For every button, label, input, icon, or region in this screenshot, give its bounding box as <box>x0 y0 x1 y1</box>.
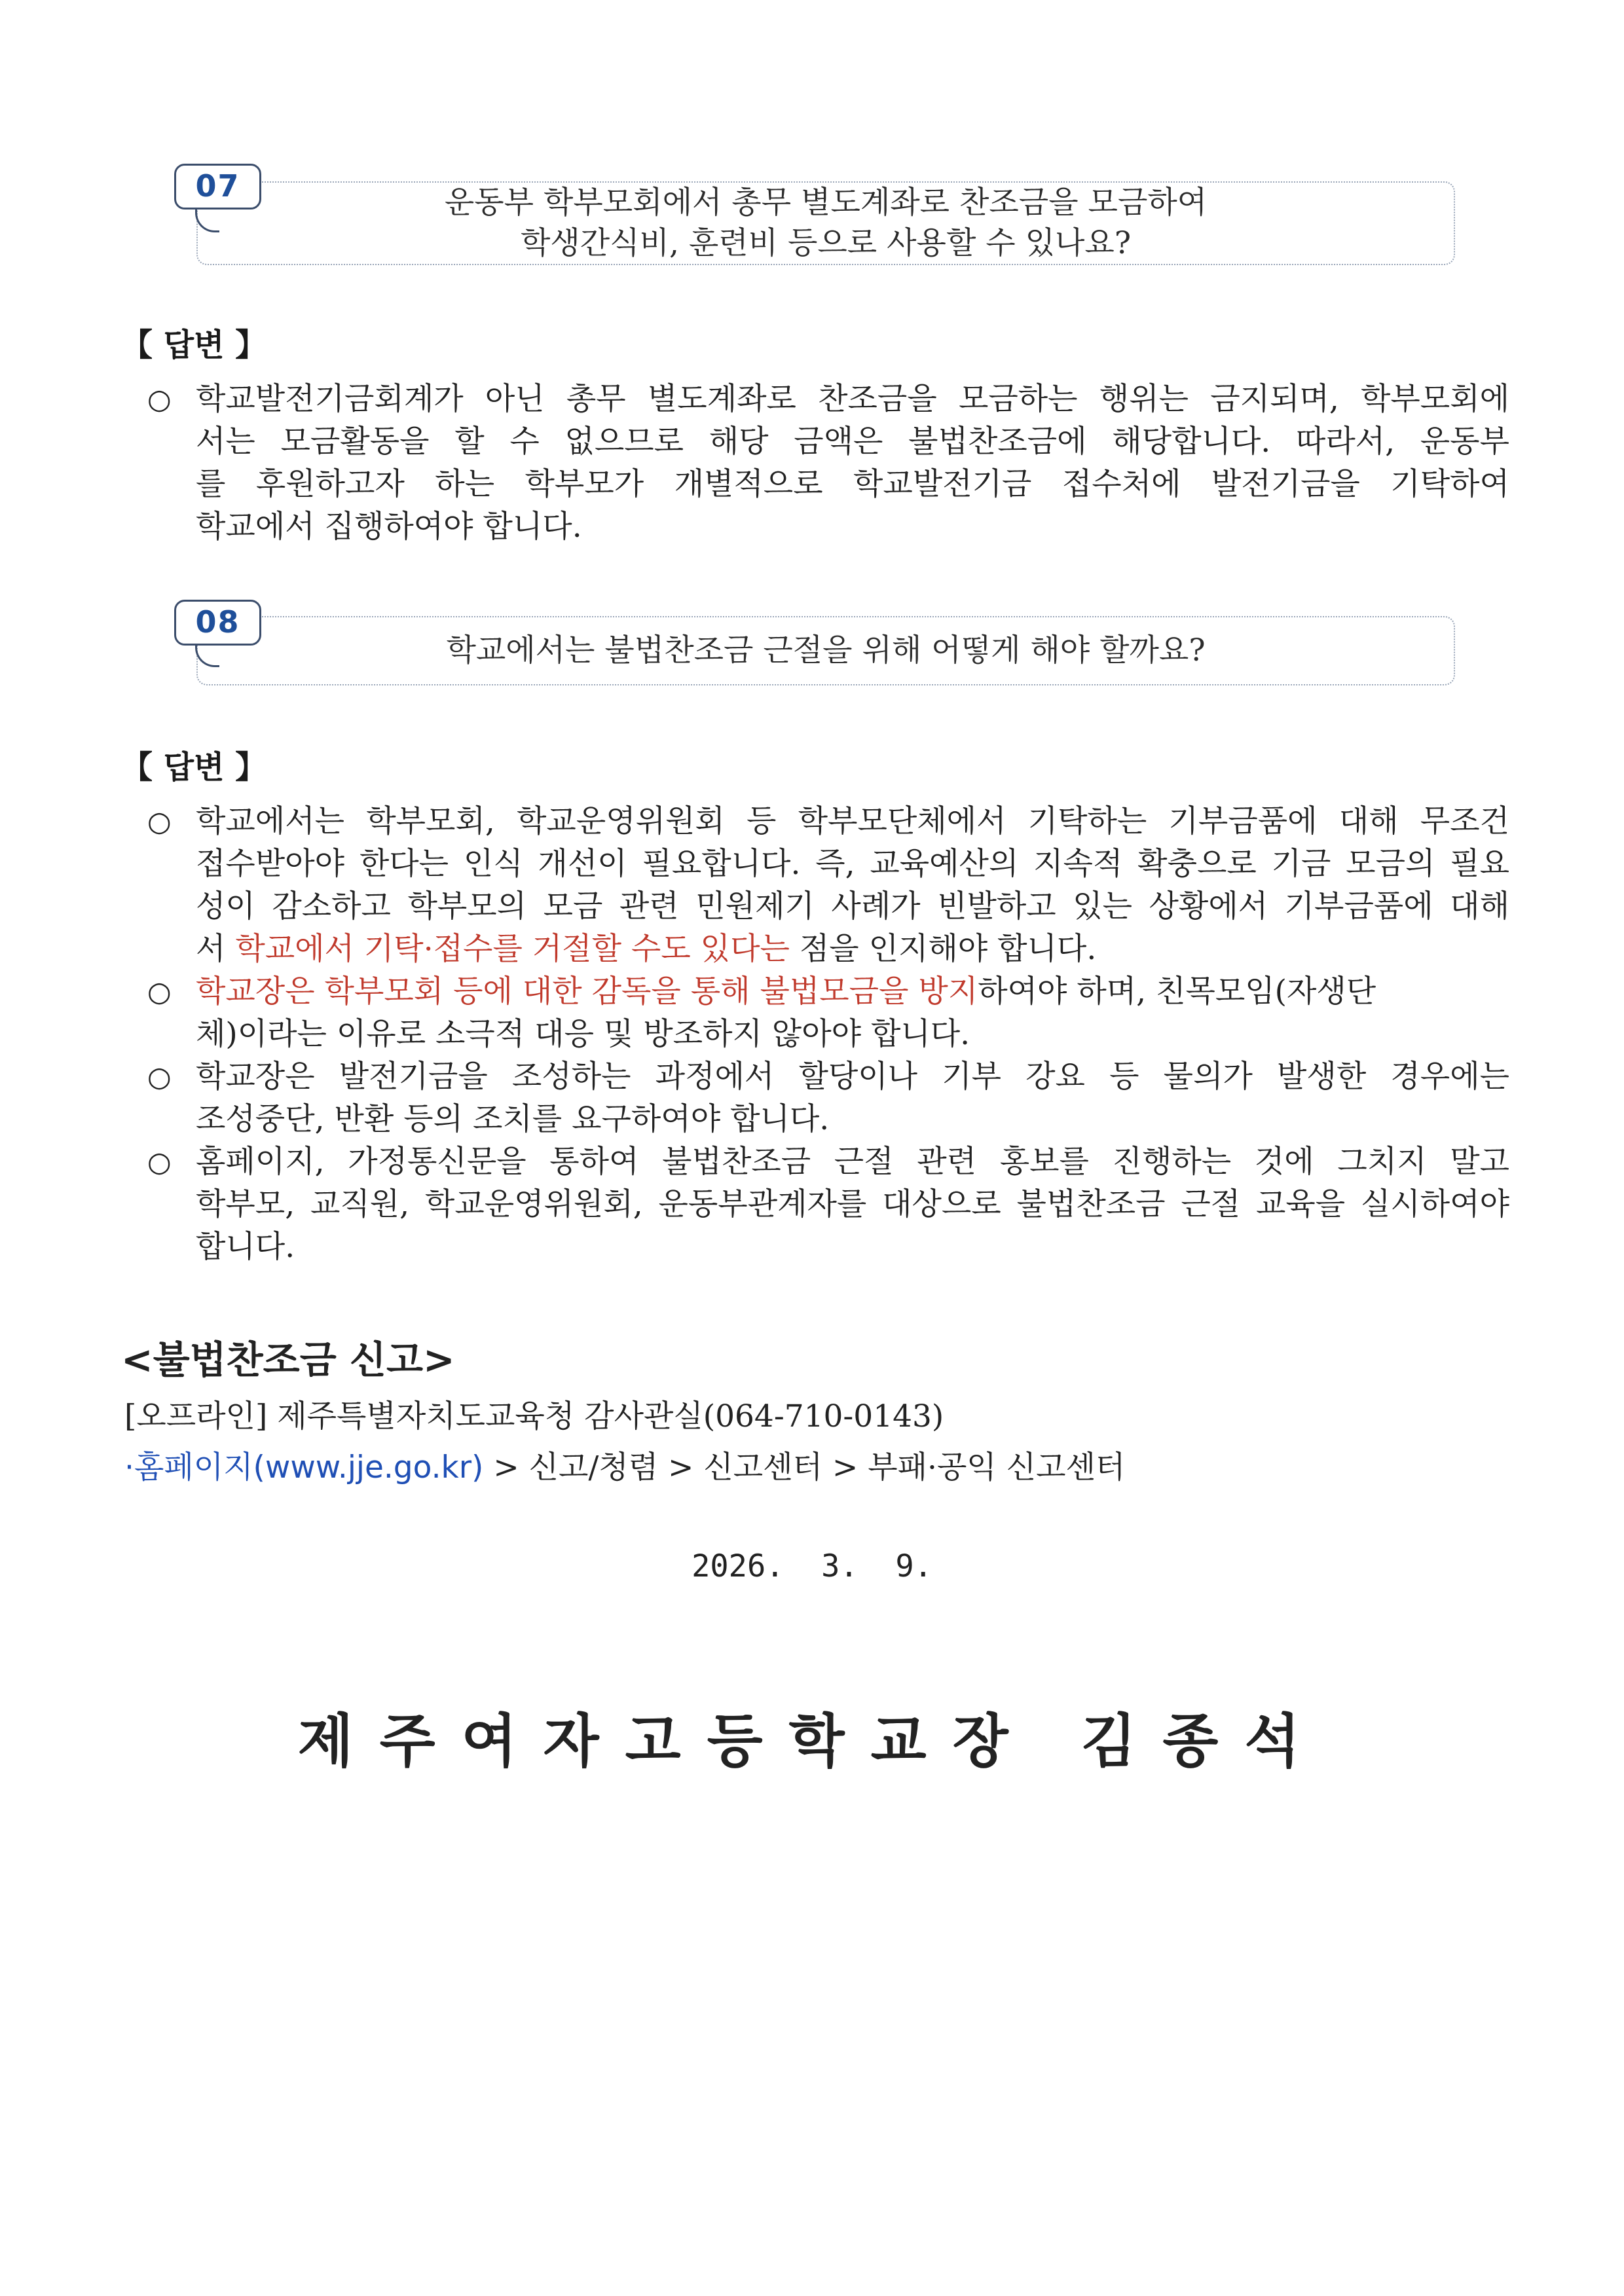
highlight-text: 학교장은 학부모회 등에 대한 감독을 통해 불법모금을 방지 <box>196 974 978 1010</box>
answer-heading: 【 답변 】 <box>121 327 267 363</box>
answer-line: 학교장은 발전기금을 조성하는 과정에서 할당이나 기부 강요 등 물의가 발생한 경우에는 <box>196 1059 1509 1095</box>
answer-item <box>147 800 1509 970</box>
answer-line: 를 후원하고자 하는 학부모가 개별적으로 학교발전기금 접수처에 발전기금을 기탁하여 <box>196 466 1509 502</box>
report-homepage <box>124 1443 1125 1487</box>
question-box-07 <box>196 181 1455 265</box>
answer-line: 서는 모금활동을 할 수 없으므로 해당 금액은 불법찬조금에 해당합니다. 따라서, 운동부 <box>196 424 1509 460</box>
answer-line: 체)이라는 이유로 소극적 대응 및 방조하지 않아야 합니다. <box>196 1016 970 1052</box>
bullet-icon: ○ <box>147 805 172 837</box>
question-line: 학교에서는 불법찬조금 근절을 위해 어떻게 해야 할까요? <box>446 632 1206 668</box>
question-number-badge: 07 <box>174 164 261 210</box>
answer-line: 성이 감소하고 학부모의 모금 관련 민원제기 사례가 빈발하고 있는 상황에서 기부금품에 대해 <box>196 888 1509 924</box>
answer-line: 홈페이지, 가정통신문을 통하여 불법찬조금 근절 관련 홍보를 진행하는 것에 그치지 말고 <box>196 1144 1509 1180</box>
document-date: 2026. 3. 9. <box>692 1548 932 1584</box>
answer-line: 접수받아야 한다는 인식 개선이 필요합니다. 즉, 교육예산의 지속적 확충으로 기금 모금의 필요 <box>196 846 1509 882</box>
text-segment: 하여야 하며, 친목모임(자생단 <box>978 974 1376 1010</box>
question-box-08 <box>196 616 1455 685</box>
answer-line: 합니다. <box>196 1229 295 1265</box>
answer-07 <box>147 378 1509 548</box>
question-line: 학생간식비, 훈련비 등으로 사용할 수 있나요? <box>520 225 1132 261</box>
answer-line <box>196 928 1509 970</box>
text-segment: 점을 인지해야 합니다. <box>789 931 1097 967</box>
answer-heading: 【 답변 】 <box>121 749 267 786</box>
answer-line: 조성중단, 반환 등의 조치를 요구하여야 합니다. <box>196 1101 830 1137</box>
bullet-icon: ○ <box>147 1061 172 1093</box>
question-number-badge: 08 <box>174 600 261 646</box>
text-segment: 서 <box>196 931 236 967</box>
principal-signature: 제주여자고등학교장 김종석 <box>297 1707 1327 1775</box>
answer-item <box>147 1140 1509 1268</box>
answer-line: 학부모, 교직원, 학교운영위원회, 운동부관계자를 대상으로 불법찬조금 근절 교육을 실시하여야 <box>196 1186 1509 1222</box>
answer-line <box>196 970 1509 1013</box>
bullet-icon: ○ <box>147 975 172 1008</box>
question-line: 운동부 학부모회에서 총무 별도계좌로 찬조금을 모금하여 <box>444 185 1208 221</box>
answer-08 <box>147 800 1509 1268</box>
homepage-link[interactable]: ·홈페이지(www.jje.go.kr) <box>124 1449 484 1485</box>
answer-item <box>147 1055 1509 1140</box>
highlight-text: 학교에서 기탁·접수를 거절할 수도 있다는 <box>235 931 790 967</box>
answer-line: 학교에서는 학부모회, 학교운영위원회 등 학부모단체에서 기탁하는 기부금품에 대해 무조건 <box>196 803 1509 839</box>
answer-line: 학교발전기금회계가 아닌 총무 별도계좌로 찬조금을 모금하는 행위는 금지되며, 학부모회에 <box>196 381 1509 417</box>
bullet-icon: ○ <box>147 383 172 415</box>
answer-item <box>147 378 1509 548</box>
answer-item <box>147 970 1509 1055</box>
bullet-icon: ○ <box>147 1146 172 1178</box>
answer-line: 학교에서 집행하여야 합니다. <box>196 509 582 545</box>
report-offline: [오프라인] 제주특별자치도교육청 감사관실(064-710-0143) <box>124 1398 944 1434</box>
report-title: <불법찬조금 신고> <box>121 1338 455 1382</box>
homepage-path: > 신고/청렴 > 신고센터 > 부패·공익 신고센터 <box>483 1449 1126 1485</box>
